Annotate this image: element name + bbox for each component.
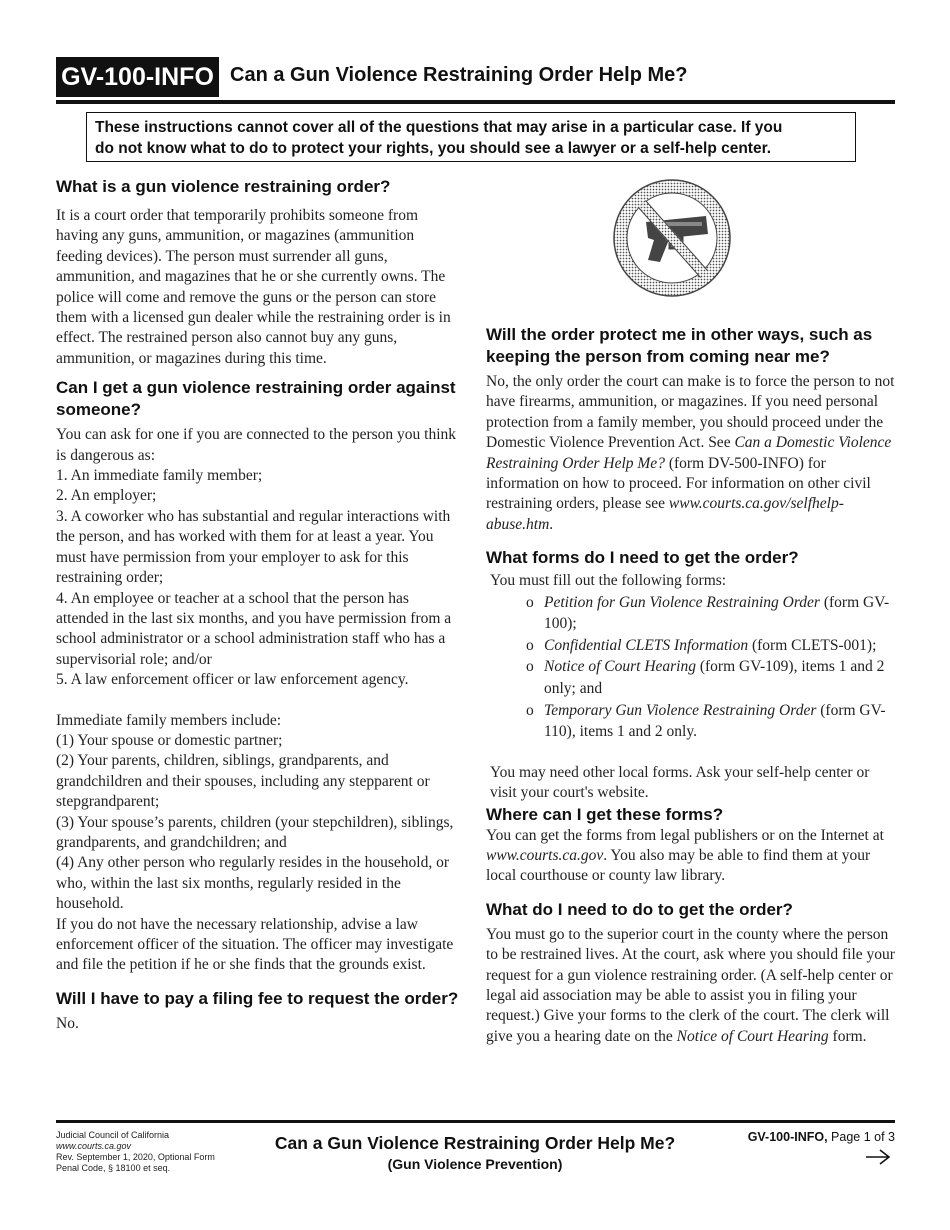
page-title: Can a Gun Violence Restraining Order Help Me? — [230, 64, 688, 86]
form-name: Confidential CLETS Information — [544, 636, 749, 654]
bullet-icon: o — [526, 701, 534, 719]
section-heading-forms-needed: What forms do I need to get the order? — [486, 548, 799, 568]
instructions-notice — [86, 112, 856, 162]
filing-fee-answer: No. — [56, 1014, 79, 1032]
form-name: Notice of Court Hearing — [544, 658, 696, 676]
how-to-get-body — [486, 925, 896, 1047]
footer-page-info — [700, 1130, 895, 1144]
notice-line-2: do not know what to do to protect your rights, you should see a lawyer or a self-help center. — [95, 140, 772, 157]
other-protection-body — [486, 372, 896, 535]
family-item: (2) Your parents, children, siblings, grandparents, and grandchildren and their spouses, including any stepparent or stepgrandparent; — [56, 752, 430, 811]
no-guns-icon — [610, 176, 734, 300]
form-list-item — [526, 635, 896, 657]
form-id-badge: GV-100-INFO — [56, 57, 219, 97]
notice-line-1: These instructions cannot cover all of the questions that may arise in a particular case. If you — [95, 119, 783, 136]
footer-source-info — [56, 1130, 256, 1174]
dv-500-form-title: Can a Domestic Violence Restraining Order Help Me? — [486, 434, 892, 472]
how-to-get-text: form. — [828, 1027, 867, 1045]
family-item: (1) Your spouse or domestic partner; — [56, 731, 283, 749]
bullet-icon: o — [526, 658, 534, 676]
footer-code: Penal Code, § 18100 et seq. — [56, 1163, 171, 1173]
relationship-item: 1. An immediate family member; — [56, 467, 263, 485]
footer-title-block — [240, 1132, 710, 1174]
bullet-icon: o — [526, 636, 534, 654]
form-list-item — [526, 592, 896, 635]
relationship-item: 2. An employer; — [56, 487, 157, 505]
section-heading-filing-fee: Will I have to pay a filing fee to request the order? — [56, 988, 459, 1008]
footer-divider — [56, 1120, 895, 1123]
where-forms-text: . You also may be able to find them at your local courthouse or county law library. — [486, 847, 871, 885]
forms-list — [486, 592, 896, 743]
footer-agency: Judicial Council of California — [56, 1130, 170, 1140]
other-protection-text: . — [549, 515, 554, 533]
relationship-item: 3. A coworker who has substantial and regular interactions with the person, and has worked with them for at least a year. You must have permission from your employer to ask for this restraining order; — [56, 507, 451, 587]
section-heading-other-protection: Will the order protect me in other ways, such as keeping the person from coming near me? — [486, 325, 873, 366]
family-intro: Immediate family members include: — [56, 711, 282, 729]
footer-title: Can a Gun Violence Restraining Order Help Me? — [274, 1133, 676, 1153]
section-heading-can-i-get: Can I get a gun violence restraining order against someone? — [56, 378, 456, 420]
footer-website: www.courts.ca.gov — [56, 1141, 132, 1151]
section-heading-how-to-get: What do I need to do to get the order? — [486, 899, 793, 919]
form-detail: (form CLETS-001); — [748, 636, 877, 654]
form-detail: (form GV-110), items 1 and 2 only. — [544, 701, 886, 741]
notice-of-hearing-title: Notice of Court Hearing — [676, 1027, 829, 1045]
other-protection-text: (form DV-500-INFO) for information on how to proceed. For information on other civil restraining orders, please see — [486, 454, 871, 513]
what-is-body: It is a court order that temporarily prohibits someone from having any guns, ammunition, or magazines (ammunition feeding devices). The person must surrender all guns, ammunition, and magazines that he or she currently owns. The police will come and remove the guns or the person can store them with a licensed gun dealer while the restraining order is in effect. The restrained person also cannot buy any guns, ammunition, or magazines during this time. — [56, 207, 451, 367]
relationship-item: 5. A law enforcement officer or law enforcement agency. — [56, 671, 409, 689]
bullet-icon: o — [526, 593, 534, 611]
footer-subtitle: (Gun Violence Prevention) — [387, 1156, 563, 1172]
section-heading-where-forms: Where can I get these forms? — [486, 804, 724, 824]
form-detail: (form GV-100); — [544, 593, 890, 633]
how-to-get-text: You must go to the superior court in the county where the person to be restrained lives. At the court, ask where you should file your request for a gun violence restraining order. (A self-help center or legal aid association may be able to assist you in filing your request.) Give your forms to the clerk of the court. The clerk will give you a hearing date on the — [486, 925, 895, 1045]
where-forms-body — [486, 826, 896, 887]
section-heading-what-is: What is a gun violence restraining order? — [56, 177, 391, 196]
form-list-item — [526, 656, 896, 699]
arrow-right-icon[interactable] — [864, 1148, 892, 1166]
family-item: (4) Any other person who regularly resides in the household, or who, within the last six months, regularly resided in the household. — [56, 854, 450, 913]
relationship-item: 4. An employee or teacher at a school that the person has attended in the last six months, and you have permission from a school administrator or a school administration staff who has a supervisorial role; and/or — [56, 589, 452, 668]
footer-form-id: GV-100-INFO, — [747, 1130, 828, 1144]
header-divider — [56, 100, 895, 104]
can-i-get-intro: You can ask for one if you are connected to the person you think is dangerous as: — [56, 426, 457, 464]
left-column — [56, 176, 464, 1034]
form-name: Temporary Gun Violence Restraining Order — [544, 701, 817, 719]
where-forms-text: You can get the forms from legal publishers or on the Internet at — [486, 826, 884, 844]
other-protection-text: No, the only order the court can make is to force the person to not have firearms, ammunition, or magazines. If you need personal protection from a family member, you should proceed under the Domestic Violence Prevention Act. See — [486, 373, 895, 452]
selfhelp-abuse-link[interactable]: www.courts.ca.gov/selfhelp-abuse.htm — [486, 495, 844, 533]
local-forms-text: You may need other local forms. Ask your self-help center or visit your court's website. — [490, 763, 870, 802]
forms-needed-intro: You must fill out the following forms: — [490, 572, 727, 590]
form-list-item — [526, 700, 896, 743]
right-column — [486, 324, 896, 1047]
page-number: Page 1 of 3 — [827, 1130, 895, 1144]
footer-revision: Rev. September 1, 2020, Optional Form — [56, 1152, 215, 1162]
form-name: Petition for Gun Violence Restraining Order — [544, 593, 820, 611]
courts-website-link[interactable]: www.courts.ca.gov — [486, 847, 604, 865]
no-relationship-text: If you do not have the necessary relationship, advise a law enforcement officer of the situation. The officer may investigate and file the petition if he or she finds that the grounds exist. — [56, 915, 454, 974]
family-item: (3) Your spouse’s parents, children (your stepchildren), siblings, grandparents, and grandchildren; and — [56, 813, 454, 851]
form-detail: (form GV-109), items 1 and 2 only; and — [544, 658, 885, 698]
